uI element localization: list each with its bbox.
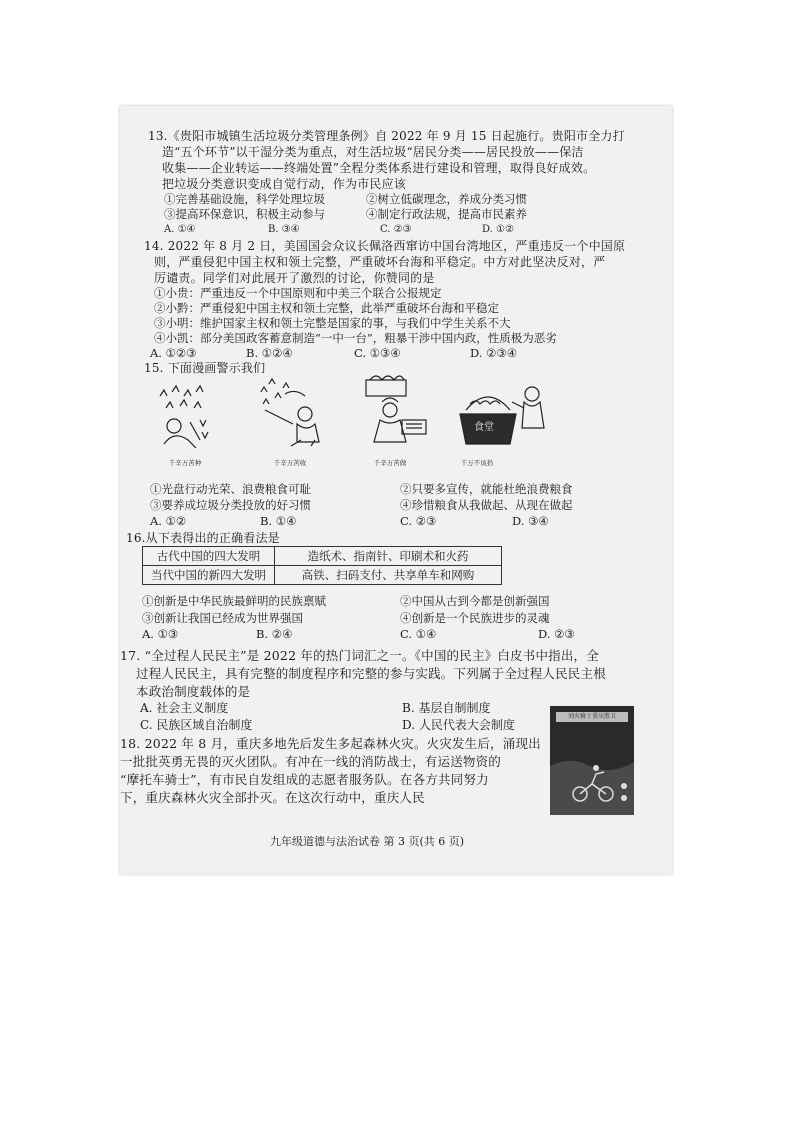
q16-option-a[interactable]: A. ①③ (142, 627, 179, 641)
table-cell: 当代中国的新四大发明 (143, 566, 275, 585)
q16-statement-4: ④创新是一个民族进步的灵魂 (400, 611, 550, 625)
q17-option-d[interactable]: D. 人民代表大会制度 (402, 718, 515, 732)
q13-line-3: 收集——企业转运——终端处置”全程分类体系进行建设和管理，取得良好成效。 (162, 161, 596, 175)
q16-stem: 16.从下表得出的正确看法是 (126, 531, 280, 545)
q13-option-a[interactable]: A. ①④ (164, 224, 196, 235)
caption-cooking: 千辛万苦做 (373, 459, 407, 467)
q17-option-c[interactable]: C. 民族区域自治制度 (140, 718, 253, 732)
table-cell: 造纸术、指南针、印刷术和火药 (275, 547, 502, 566)
q14-option-d[interactable]: D. ②③④ (470, 346, 518, 360)
q18-line-4: 下，重庆森林火灾全部扑灭。在这次行动中，重庆人民 (120, 790, 425, 805)
q15-stem: 15. 下面漫画警示我们 (144, 361, 266, 375)
q15-statement-2: ②只要多宣传，就能杜绝浪费粮食 (400, 482, 573, 496)
q15-option-a[interactable]: A. ①② (150, 514, 187, 528)
star-icon (621, 783, 627, 789)
q16-option-b[interactable]: B. ②④ (256, 627, 293, 641)
photo-caption: 刘火骑士重庆胜卫 (556, 712, 628, 722)
q14-statement-3: ③小明：维护国家主权和领土完整是国家的事，与我们中学生关系不大 (154, 316, 511, 330)
q13-option-c[interactable]: C. ②③ (380, 224, 412, 235)
q14-statement-4: ④小凯：部分美国政客蓄意制造“一中一台”，粗暴干涉中国内政，性质极为恶劣 (154, 331, 557, 345)
q15-statement-4: ④珍惜粮食从我做起、从现在做起 (400, 498, 573, 512)
q17-option-a[interactable]: A. 社会主义制度 (140, 701, 229, 715)
exam-page (120, 106, 672, 874)
q13-line-4: 把垃圾分类意识变成自觉行动，作为市民应该 (162, 177, 407, 191)
q13-line-1: 13.《贵阳市城镇生活垃圾分类管理条例》自 2022 年 9 月 15 日起施行。贵阳市全力打 (148, 129, 625, 143)
q17-line-1: 17. “全过程人民民主”是 2022 年的热门词汇之一。《中国的民主》白皮书中指出，全 (120, 648, 599, 663)
caption-wasting: 千万不该扔 (460, 459, 494, 467)
cartoon-panel-harvesting (261, 379, 319, 446)
q14-option-c[interactable]: C. ①③④ (354, 346, 401, 360)
q17-option-b[interactable]: B. 基层自制制度 (402, 701, 491, 715)
q15-option-b[interactable]: B. ①④ (260, 514, 297, 528)
q15-statement-1: ①光盘行动光荣、浪费粮食可耻 (150, 482, 311, 496)
q17-line-3: 本政治制度载体的是 (136, 684, 251, 699)
q15-option-d[interactable]: D. ③④ (512, 514, 549, 528)
motorcycle-rider-photo (550, 706, 634, 815)
q16-statement-3: ③创新让我国已经成为世界强国 (142, 611, 303, 625)
page-footer: 九年级道德与法治试卷 第 3 页(共 6 页) (270, 835, 465, 848)
q14-option-a[interactable]: A. ①②③ (150, 346, 197, 360)
star-icon (621, 795, 627, 801)
q14-line-1: 14. 2022 年 8 月 2 日，美国国会众议长佩洛西窜访中国台湾地区，严重违反一个中国原 (144, 239, 626, 253)
q13-statement-2: ②树立低碳理念，养成分类习惯 (366, 192, 527, 206)
q14-statement-2: ②小黔：严重侵犯中国主权和领土完整，此举严重破坏台海和平稳定 (154, 301, 499, 315)
q13-option-b[interactable]: B. ③④ (268, 224, 300, 235)
food-waste-cartoon (150, 374, 570, 456)
q13-option-d[interactable]: D. ①② (482, 224, 514, 235)
caption-planting: 千辛万苦种 (168, 459, 202, 467)
q14-statement-1: ①小贵：严重违反一个中国原则和中美三个联合公报规定 (154, 286, 442, 300)
q13-statement-1: ①完善基础设施，科学处理垃圾 (164, 192, 325, 206)
q18-line-3: “摩托车骑士”，有市民自发组成的志愿者服务队。在各方共同努力 (120, 772, 489, 787)
q15-option-c[interactable]: C. ②③ (400, 514, 437, 528)
q16-option-c[interactable]: C. ①④ (400, 627, 437, 641)
q16-statement-2: ②中国从古到今都是创新强国 (400, 594, 550, 608)
table-cell: 古代中国的四大发明 (143, 547, 275, 566)
q15-statement-3: ③要养成垃圾分类投放的好习惯 (150, 498, 311, 512)
q16-option-d[interactable]: D. ②③ (538, 627, 575, 641)
q14-option-b[interactable]: B. ①②④ (246, 346, 293, 360)
q13-line-2: 造“五个环节”以干湿分类为重点，对生活垃圾“居民分类——居民投放——保洁 (162, 145, 584, 159)
rider-silhouette (550, 706, 634, 815)
inventions-table (142, 546, 502, 585)
cartoon-panel-planting (160, 386, 208, 448)
q18-line-1: 18. 2022 年 8 月，重庆多地先后发生多起森林火灾。火灾发生后，涌现出 (120, 736, 541, 751)
cartoon-panel-cooking (366, 376, 426, 442)
table-row (143, 547, 502, 566)
q17-line-2: 过程人民民主，具有完整的制度程序和完整的参与实践。下列属于全过程人民民主根 (136, 666, 606, 681)
table-row (143, 566, 502, 585)
caption-harvesting: 千辛万苦收 (273, 459, 307, 467)
q16-statement-1: ①创新是中华民族最鲜明的民族禀赋 (142, 594, 326, 608)
q14-line-3: 厉谴责。同学们对此展开了激烈的讨论，你赞同的是 (154, 271, 435, 285)
q18-line-2: 一批批英勇无畏的灭火团队。有冲在一线的消防战士，有运送物资的 (120, 754, 502, 769)
q13-statement-4: ④制定行政法规，提高市民素养 (366, 207, 527, 221)
q13-statement-3: ③提高环保意识，积极主动参与 (164, 207, 325, 221)
table-cell: 高铁、扫码支付、共享单车和网购 (275, 566, 502, 585)
cartoon-panel-wasting (460, 387, 544, 444)
canteen-label: 食堂 (474, 422, 494, 433)
q14-line-2: 则，严重侵犯中国主权和领土完整，严重破坏台海和平稳定。中方对此坚决反对，严 (154, 255, 606, 269)
